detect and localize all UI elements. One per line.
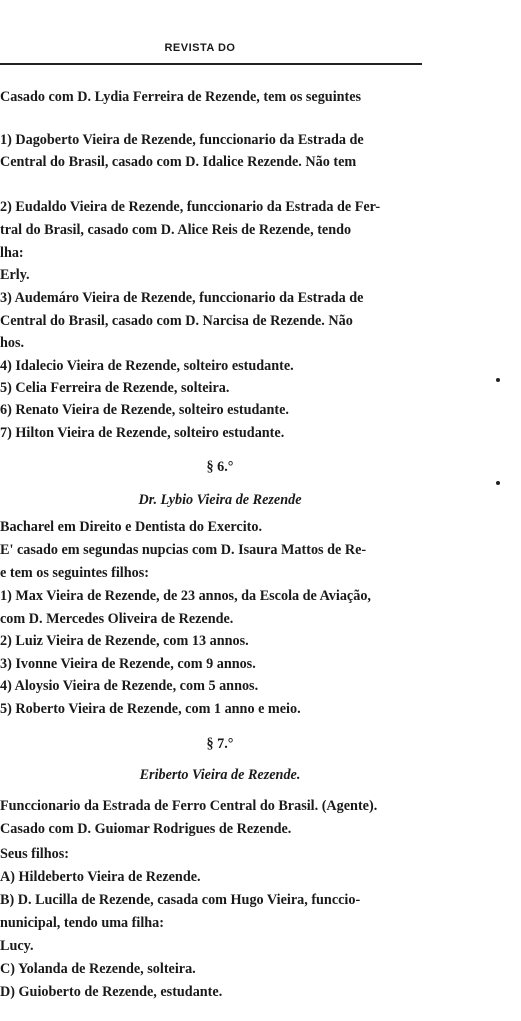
text-line: 4) Aloysio Vieira de Rezende, com 5 annos. [0, 678, 259, 694]
text-line: lha: [0, 245, 24, 261]
text-line: 2) Eudaldo Vieira de Rezende, funccionario da Estrada de Fer- [0, 199, 381, 215]
text-line: B) D. Lucilla de Rezende, casada com Hugo Vieira, funccio- [0, 892, 361, 908]
section-heading: § 6.° [206, 459, 234, 475]
ink-speck [496, 481, 500, 485]
text-line: 3) Ivonne Vieira de Rezende, com 9 annos. [0, 656, 256, 672]
text-line: Erly. [0, 267, 30, 283]
text-line: Casado com D. Guiomar Rodrigues de Rezende. [0, 821, 292, 837]
text-line: Seus filhos: [0, 846, 69, 862]
text-line: E' casado em segundas nupcias com D. Isaura Mattos de Re- [0, 542, 367, 558]
text-line: Central do Brasil, casado com D. Idalice Rezende. Não tem [0, 154, 357, 170]
text-line: 1) Dagoberto Vieira de Rezende, funccionario da Estrada de [0, 132, 364, 148]
ink-speck [496, 378, 500, 382]
text-line: Central do Brasil, casado com D. Narcisa de Rezende. Não [0, 313, 353, 329]
text-line: C) Yolanda de Rezende, solteira. [0, 961, 196, 977]
text-line: A) Hildeberto Vieira de Rezende. [0, 869, 201, 885]
header-rule [0, 63, 422, 65]
running-head: REVISTA DO [164, 42, 236, 54]
text-line: 4) Idalecio Vieira de Rezende, solteiro estudante. [0, 358, 294, 374]
section-heading: § 7.° [206, 736, 234, 752]
text-line: tral do Brasil, casado com D. Alice Reis de Rezende, tendo [0, 222, 352, 238]
text-line: nunicipal, tendo uma filha: [0, 915, 164, 931]
text-line: 1) Max Vieira de Rezende, de 23 annos, da Escola de Aviação, [0, 588, 371, 604]
section-title: Dr. Lybio Vieira de Rezende [138, 492, 302, 508]
text-line: e tem os seguintes filhos: [0, 565, 149, 581]
text-line: 6) Renato Vieira de Rezende, solteiro estudante. [0, 402, 289, 418]
text-line: Bacharel em Direito e Dentista do Exercito. [0, 519, 263, 535]
text-line: Lucy. [0, 938, 34, 954]
text-line: 5) Celia Ferreira de Rezende, solteira. [0, 380, 230, 396]
text-line: 5) Roberto Vieira de Rezende, com 1 anno e meio. [0, 701, 301, 717]
section-title: Eriberto Vieira de Rezende. [139, 767, 301, 783]
text-line: Funccionario da Estrada de Ferro Central do Brasil. (Agente). [0, 798, 378, 814]
text-line: hos. [0, 335, 25, 351]
text-line: 3) Audemáro Vieira de Rezende, funccionario da Estrada de [0, 290, 364, 306]
text-line: 2) Luiz Vieira de Rezende, com 13 annos. [0, 633, 249, 649]
text-line: 7) Hilton Vieira de Rezende, solteiro estudante. [0, 425, 285, 441]
text-line: Casado com D. Lydia Ferreira de Rezende, tem os seguintes [0, 89, 362, 105]
text-line: D) Guioberto de Rezende, estudante. [0, 984, 223, 1000]
text-line: com D. Mercedes Oliveira de Rezende. [0, 611, 234, 627]
